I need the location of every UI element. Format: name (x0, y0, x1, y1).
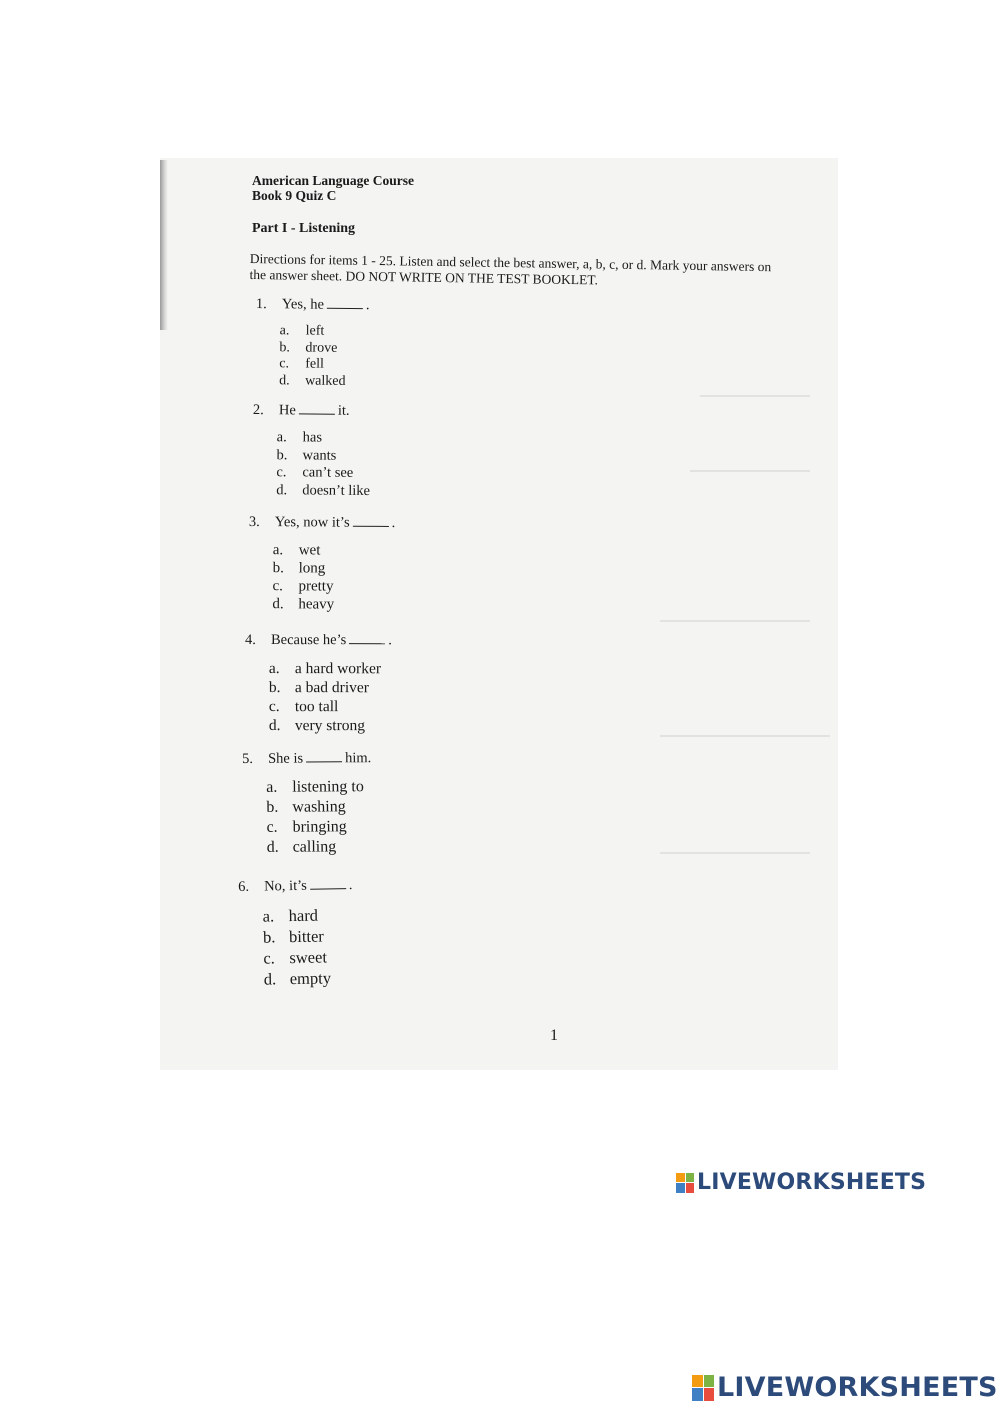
option-item[interactable] (269, 659, 392, 678)
option-item[interactable] (269, 697, 392, 716)
option-text: empty (289, 968, 332, 989)
option-letter: a. (266, 778, 278, 796)
option-letter: d. (263, 969, 277, 989)
worksheet-header (252, 173, 414, 203)
option-item[interactable] (279, 356, 369, 373)
option-item[interactable] (280, 323, 370, 340)
bleed-through-line (660, 735, 830, 737)
option-text: very strong (294, 717, 366, 735)
option-letter: b. (268, 679, 281, 697)
option-letter: d. (268, 717, 281, 735)
option-item[interactable] (263, 925, 354, 948)
option-letter: c. (276, 464, 287, 481)
question-item (255, 296, 370, 390)
page-number: 1 (550, 1027, 558, 1044)
option-text: washing (292, 798, 346, 816)
option-item[interactable] (272, 577, 394, 596)
question-item (245, 632, 392, 735)
question-item (238, 877, 354, 990)
question-item (248, 514, 395, 614)
question-text-after: . (391, 514, 396, 532)
answer-blank (299, 412, 335, 414)
option-text: left (305, 323, 325, 339)
option-item[interactable] (264, 967, 355, 990)
quiz-title: Book 9 Quiz C (252, 188, 337, 203)
option-item[interactable] (279, 340, 369, 357)
option-letter: c. (266, 818, 278, 836)
option-letter: a. (279, 323, 290, 339)
brand-watermark (676, 1170, 926, 1195)
option-item[interactable] (279, 373, 369, 390)
option-text: too tall (294, 698, 339, 716)
question-stem (238, 877, 353, 896)
option-item[interactable] (273, 541, 395, 560)
option-item[interactable] (277, 429, 371, 447)
option-text: bitter (288, 926, 325, 947)
question-stem (249, 514, 395, 532)
option-text: long (298, 560, 326, 577)
option-list (276, 429, 370, 500)
option-text: has (302, 429, 323, 446)
answer-blank (353, 525, 389, 527)
option-letter: b. (266, 798, 279, 816)
option-letter: d. (272, 596, 284, 613)
option-list (279, 323, 369, 390)
option-text: bringing (292, 818, 347, 836)
question-text-before: Yes, now it’s (274, 514, 350, 531)
option-letter: b. (276, 446, 288, 463)
course-title: American Language Course (252, 173, 414, 188)
question-text-after: it. (337, 402, 350, 419)
option-text: calling (292, 838, 337, 856)
part-title: Part I - Listening (252, 221, 356, 236)
answer-blank (306, 760, 342, 762)
option-letter: c. (268, 698, 280, 716)
question-text-before: He (278, 402, 296, 419)
option-item[interactable] (276, 447, 370, 465)
question-text-before: She is (267, 750, 304, 767)
answer-blank (327, 307, 363, 309)
option-list (272, 541, 395, 614)
option-letter: d. (266, 838, 279, 856)
option-item[interactable] (266, 777, 371, 798)
brand-name: LIVEWORKSHEETS (697, 1170, 927, 1195)
option-item[interactable] (263, 946, 354, 969)
question-stem (256, 296, 370, 314)
option-text: can’t see (302, 464, 354, 481)
option-item[interactable] (272, 595, 394, 614)
option-item[interactable] (269, 678, 392, 697)
question-text-before: Because he’s (270, 632, 347, 649)
option-text: wants (302, 446, 337, 464)
question-text-after: . (388, 632, 392, 649)
answer-blank (310, 887, 346, 890)
option-text: heavy (298, 596, 335, 613)
option-item[interactable] (273, 559, 395, 578)
bleed-through-line (660, 620, 810, 622)
question-number: 6. (238, 878, 250, 895)
option-letter: d. (276, 481, 288, 498)
option-letter: d. (279, 372, 290, 388)
question-number: 1. (255, 296, 267, 313)
option-letter: c. (279, 356, 290, 372)
option-item[interactable] (276, 482, 370, 500)
option-letter: b. (272, 560, 284, 577)
question-text-after: . (348, 877, 353, 894)
question-number: 5. (242, 750, 253, 767)
option-text: listening to (292, 778, 364, 796)
option-text: doesn’t like (302, 481, 371, 499)
question-number: 2. (252, 402, 264, 419)
option-item[interactable] (262, 904, 353, 927)
option-list (262, 904, 354, 990)
option-item[interactable] (269, 716, 392, 735)
option-list (269, 659, 392, 735)
question-stem (245, 632, 392, 649)
option-item[interactable] (266, 797, 371, 818)
question-stem (242, 750, 371, 768)
brand-footer (692, 1372, 998, 1403)
option-text: drove (305, 340, 338, 356)
option-letter: c. (272, 578, 283, 595)
bleed-through-line (700, 395, 810, 397)
question-item (242, 750, 372, 858)
option-letter: a. (262, 906, 275, 926)
question-number: 3. (248, 514, 260, 531)
bleed-through-line (660, 852, 810, 854)
question-text-before: Yes, he (281, 296, 325, 313)
option-text: pretty (298, 578, 334, 595)
question-item (252, 402, 371, 500)
directions-text: Directions for items 1 - 25. Listen and select the best answer, a, b, c, or d. Mark your answers on the answer sheet. DO NOT WRITE ON THE TEST BOOKLET. (249, 251, 772, 288)
option-letter: c. (263, 948, 276, 968)
option-item[interactable] (276, 464, 370, 482)
option-item[interactable] (267, 837, 372, 858)
option-text: sweet (289, 947, 328, 968)
option-text: wet (298, 542, 321, 559)
liveworksheets-logo-icon (692, 1375, 714, 1401)
option-letter: b. (279, 339, 291, 355)
answer-blank (349, 642, 385, 644)
option-letter: a. (268, 660, 280, 678)
option-text: a bad driver (294, 679, 369, 697)
option-text: a hard worker (294, 660, 382, 678)
option-letter: a. (272, 542, 284, 559)
option-text: fell (305, 356, 325, 372)
question-text-before: No, it’s (263, 877, 307, 895)
option-letter: a. (276, 429, 287, 446)
liveworksheets-logo-icon (676, 1173, 694, 1193)
option-text: walked (305, 373, 346, 389)
question-text-after: . (365, 297, 370, 314)
question-number: 4. (244, 632, 256, 649)
brand-name: LIVEWORKSHEETS (717, 1372, 998, 1403)
option-text: hard (288, 905, 319, 926)
question-stem (253, 402, 371, 420)
bleed-through-line (690, 470, 810, 472)
option-letter: b. (262, 927, 276, 947)
question-text-after: him. (345, 750, 372, 767)
scan-shadow-edge (160, 160, 168, 330)
option-item[interactable] (266, 817, 371, 838)
option-list (266, 777, 372, 858)
